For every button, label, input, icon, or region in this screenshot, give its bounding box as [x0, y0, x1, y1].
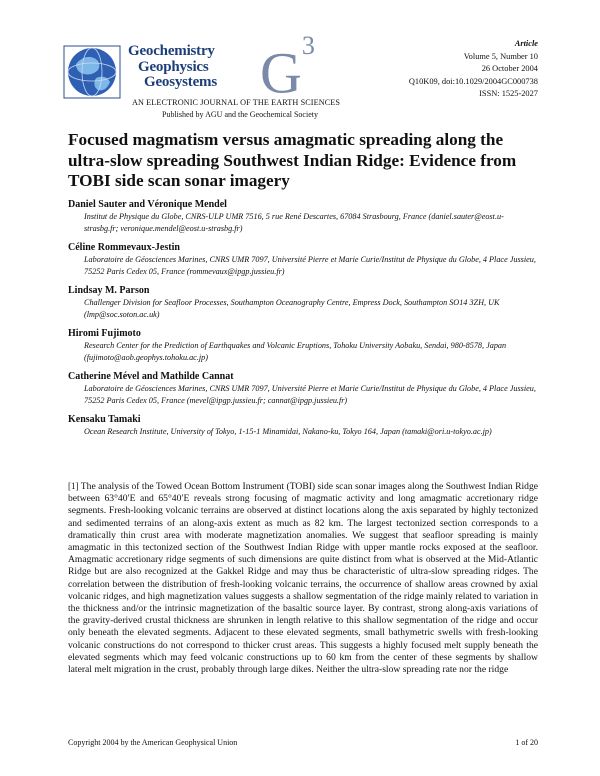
abstract [68, 480, 538, 676]
author-affiliation: Ocean Research Institute, University of Tokyo, 1-15-1 Minamidai, Nakano-ku, Tokyo 164, Japan (tamaki@ori.u-tokyo.ac.jp) [84, 427, 492, 436]
journal-name-line-1: Geochemistry [128, 43, 215, 59]
article-issn: ISSN: 1525-2027 [479, 89, 538, 99]
page-footer [68, 738, 538, 747]
author-group [68, 413, 538, 438]
author-list [68, 198, 538, 444]
author-names: Hiromi Fujimoto [68, 328, 141, 339]
g3-logo-letter: G [260, 40, 302, 106]
article-meta [409, 38, 538, 101]
author-affiliation: Laboratoire de Géosciences Marines, CNRS UMR 7097, Université Pierre et Marie Curie/Institut de Physique du Globe, 4 Place Jussieu, 75252 Paris Cedex 05, France (rommevaux@ipgp.jussieu.fr) [84, 255, 536, 276]
author-affiliation: Laboratoire de Géosciences Marines, CNRS UMR 7097, Université Pierre et Marie Curie/Institut de Physique du Globe, 4 Place Jussieu, 75252 Paris Cedex 05, France (mevel@ipgp.jussieu.fr; cannat@ipgp.jussieu.fr) [84, 384, 536, 405]
paragraph-number: [1] [68, 481, 79, 491]
copyright: Copyright 2004 by the American Geophysical Union [68, 738, 238, 747]
article-type: Article [514, 39, 538, 48]
journal-name-line-3: Geosystems [144, 74, 217, 90]
author-group [68, 370, 538, 407]
author-affiliation: Institut de Physique du Globe, CNRS-ULP UMR 7516, 5 rue René Descartes, 67084 Strasbourg, France (daniel.sauter@eost.u-strasbg.fr; veronique.mendel@eost.u-strasbg.fr) [84, 212, 504, 233]
author-affiliation: Challenger Division for Seafloor Processes, Southampton Oceanography Centre, Empress Dock, Southampton SO14 3ZH, UK (lmp@soc.soton.ac.uk) [84, 298, 500, 319]
g3-logo [260, 31, 315, 106]
journal-header [62, 31, 538, 124]
journal-name [128, 44, 217, 91]
author-names: Kensaku Tamaki [68, 414, 141, 425]
journal-publisher: Published by AGU and the Geochemical Society [162, 110, 318, 119]
author-group [68, 241, 538, 278]
paper-title: Focused magmatism versus amagmatic spreading along the ultra-slow spreading Southwest Indian Ridge: Evidence from TOBI side scan sonar imagery [68, 130, 517, 190]
page-number: 1 of 20 [515, 738, 538, 747]
author-group [68, 198, 538, 235]
article-doi[interactable]: Q10K09, doi:10.1029/2004GC000738 [408, 76, 538, 86]
journal-name-line-2: Geophysics [138, 58, 209, 75]
author-names: Lindsay M. Parson [68, 285, 150, 296]
globe-logo-icon [62, 40, 124, 102]
article-date: 26 October 2004 [481, 64, 538, 74]
g3-logo-sup: 3 [301, 31, 315, 60]
author-names: Céline Rommevaux-Jestin [68, 242, 180, 253]
author-names: Catherine Mével and Mathilde Cannat [68, 371, 234, 382]
author-names: Daniel Sauter and Véronique Mendel [68, 199, 227, 210]
author-group [68, 327, 538, 364]
article-volume: Volume 5, Number 10 [463, 51, 538, 61]
journal-tagline: AN ELECTRONIC JOURNAL OF THE EARTH SCIENCES [132, 98, 341, 107]
author-affiliation: Research Center for the Prediction of Earthquakes and Volcanic Eruptions, Tohoku University Aobaku, Sendai, 980-8578, Japan (fujimoto@aob.geophys.tohoku.ac.jp) [84, 341, 507, 362]
author-group [68, 284, 538, 321]
abstract-text: The analysis of the Towed Ocean Bottom Instrument (TOBI) side scan sonar images along the Southwest Indian Ridge between 63°40′E and 65°40′E reveals strong focusing of magmatic activity and long amagmatic accretionary ridge segments. Fresh-looking volcanic terrains are observed at distinct locations along the axis separated by highly tectonized and sedimented terrains of an along-axis extent as much as 82 km. The largest tectonized section corresponds to a dramatically thin crust area with moderate magnetization anomalies. We suggest that seafloor spreading is mainly amagmatic in this tectonized section of the Southwest Indian Ridge with upper mantle rocks exposed at the seafloor. Amagmatic accretionary ridge segments of such dimensions are quite distinct from what is observed at the Mid-Atlantic Ridge but are also recognized at the Gakkel Ridge and may thus be characteristic of ultra-slow spreading ridges. The correlation between the distribution of fresh-looking volcanic terrains, the occurrence of shallow areas crowned by axial volcanic ridges, and high magnetization values suggests a shallow segmentation of the ridge mainly related to variation in the thickness and/or the intrinsic magnetization of the basaltic source layer. By contrast, strong along-axis variations of the gravity-derived crustal thickness are shrunken in length relative to this shallow segmentation of the ridge and occur only beneath the elevated segments. Adjacent to these elevated segments, small bathymetric swells with fresh-looking volcanic constructions do not correspond to thicker crust areas. This suggests a highly focused melt supply beneath the elevated segments which may feed volcanic constructions up to 60 km from the center of these segments by shallow lateral melt migration in the crust, probably through large dikes. Neither the ultra-slow spreading rate nor the ridge [68, 481, 538, 676]
